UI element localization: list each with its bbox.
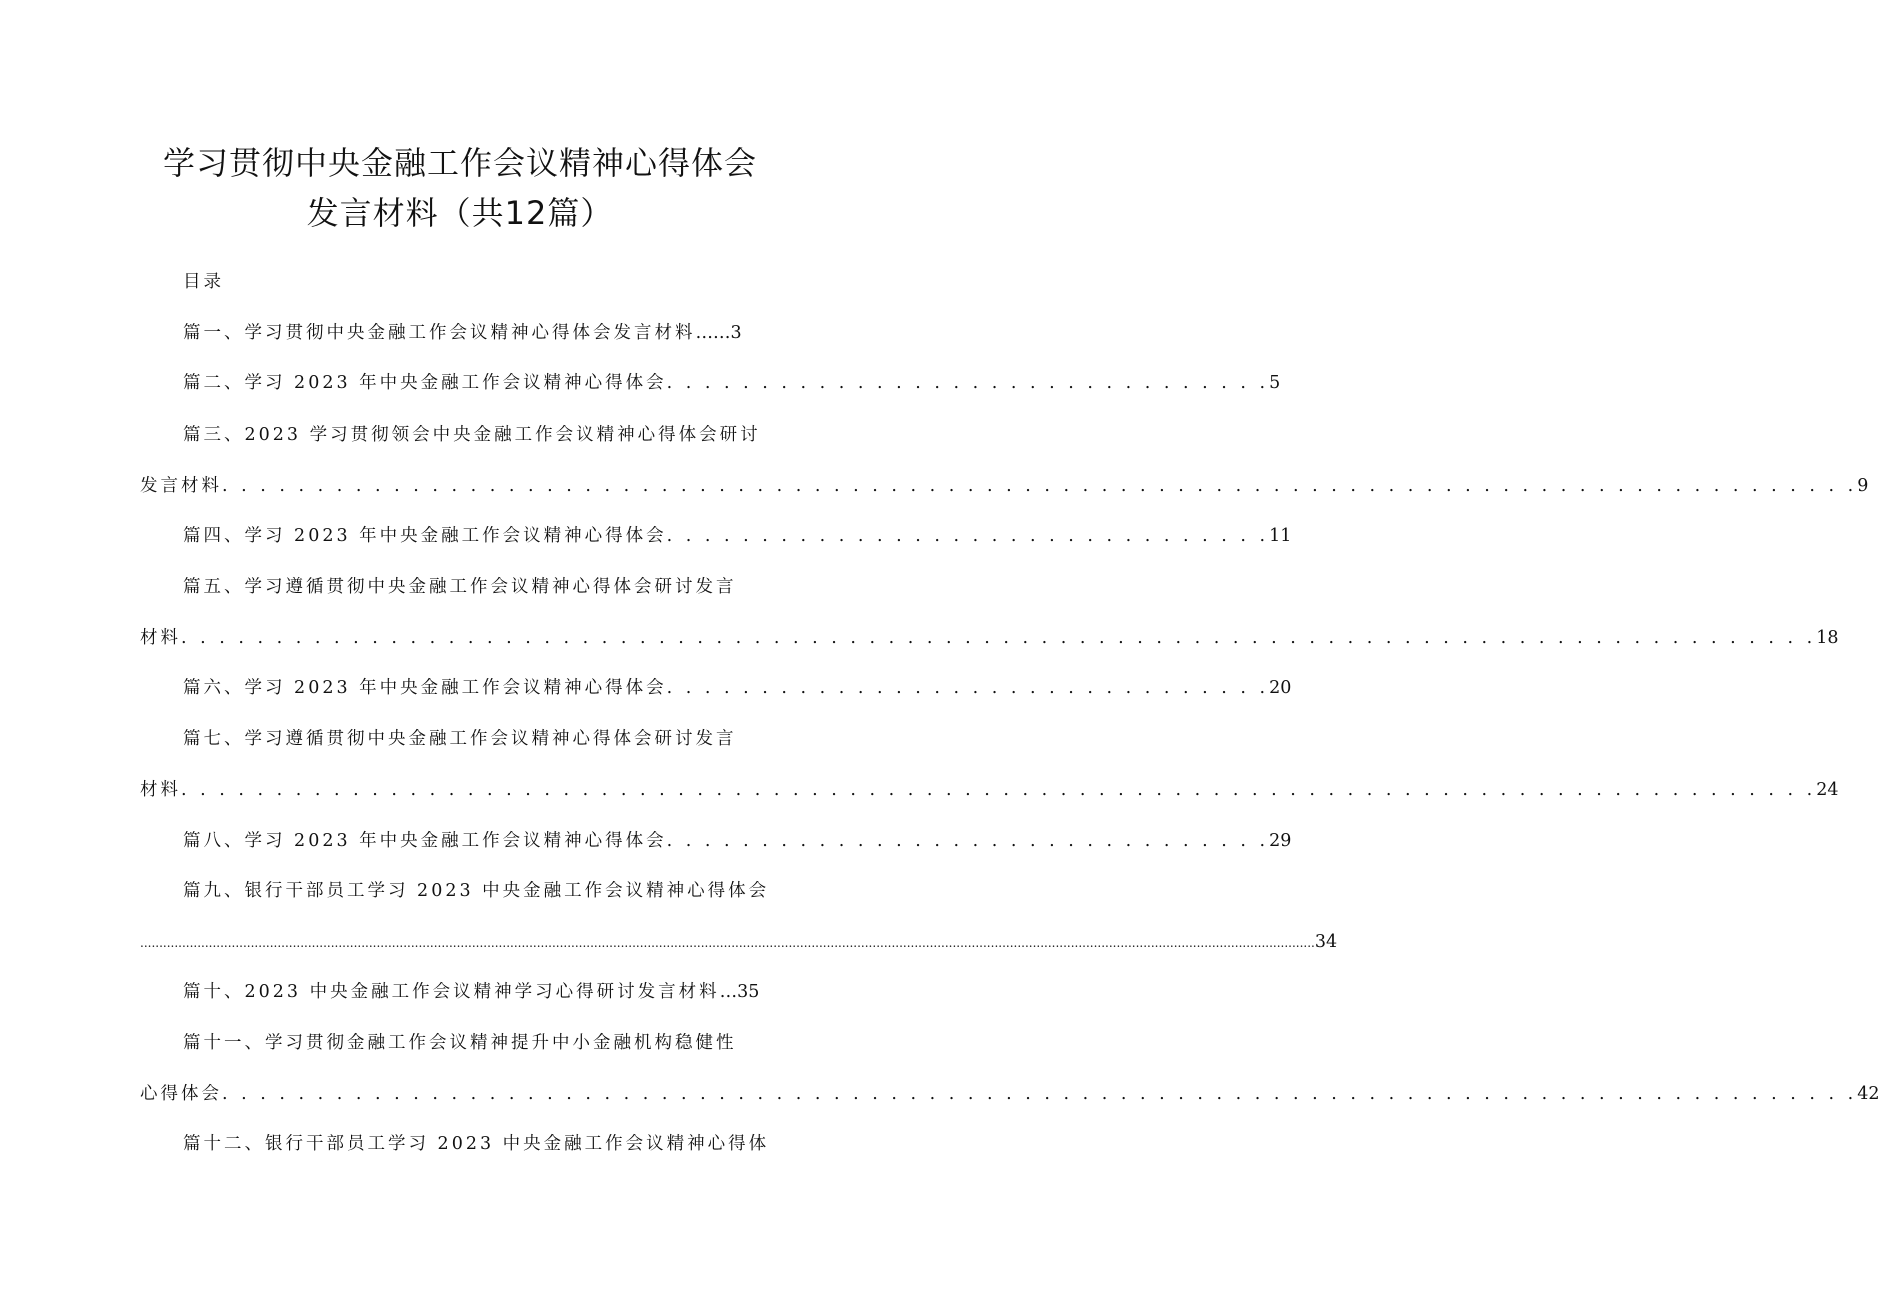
toc-entry-leader: . . . . . . . . . . . . . . . . . . . . . . . . . . . . . . . . — [666, 831, 1270, 851]
toc-entry-page: 42 — [1857, 1084, 1880, 1104]
toc-label: 目录 — [183, 272, 224, 292]
toc-entry-page: 18 — [1816, 628, 1839, 648]
toc-entry-text: 心得体会 — [140, 1084, 222, 1104]
toc-entry-text: 篇二、学习 2023 年中央金融工作会议精神心得体会 — [183, 373, 667, 393]
toc-entry-5-continuation[interactable] — [140, 623, 1839, 653]
toc-entry-11-continuation[interactable] — [140, 1079, 1880, 1109]
toc-entry-page: 35 — [737, 982, 760, 1002]
toc-entry-text: 材料 — [140, 780, 181, 800]
toc-entry-page: 9 — [1857, 476, 1869, 496]
toc-entry-text: 篇四、学习 2023 年中央金融工作会议精神心得体会 — [183, 526, 667, 546]
toc-entry-page: 29 — [1269, 831, 1292, 851]
toc-entry-text: 篇十、2023 中央金融工作会议精神学习心得研讨发言材料 — [183, 982, 720, 1002]
toc-entry-page: 34 — [1314, 932, 1338, 952]
toc-entry-leader: … — [719, 982, 738, 1002]
toc-entry-10[interactable] — [183, 977, 760, 1007]
toc-entry-1[interactable] — [183, 318, 742, 348]
toc-entry-leader: …… — [695, 323, 731, 343]
toc-entry-leader: . . . . . . . . . . . . . . . . . . . . . . . . . . . . . . . . . . . . . . . . . . . . . . . . . . . . . . . . . . . . . . . . . . . . . . . . . . . . . . . . . . . . . . — [222, 476, 1858, 496]
document-title-line-1: 学习贯彻中央金融工作会议精神心得体会 — [162, 144, 757, 182]
toc-entry-text: 材料 — [140, 628, 181, 648]
toc-entry-leader: . . . . . . . . . . . . . . . . . . . . . . . . . . . . . . . . . . . . . . . . . . . . . . . . . . . . . . . . . . . . . . . . . . . . . . . . . . . . . . . . . . . . . . — [181, 628, 1817, 648]
toc-entry-3-continuation[interactable] — [140, 471, 1869, 501]
toc-entry-4[interactable] — [183, 521, 1292, 551]
toc-entry-5[interactable]: 篇五、学习遵循贯彻中央金融工作会议精神心得体会研讨发言 — [183, 577, 737, 597]
toc-entry-12[interactable]: 篇十二、银行干部员工学习 2023 中央金融工作会议精神心得体 — [183, 1134, 770, 1154]
toc-entry-leader: . . . . . . . . . . . . . . . . . . . . . . . . . . . . . . . . . . . . . . . . . . . . . . . . . . . . . . . . . . . . . . . . . . . . . . . . . . . . . . . . . . . . . . — [222, 1084, 1858, 1104]
toc-entry-page: 5 — [1269, 373, 1281, 393]
toc-entry-9[interactable]: 篇九、银行干部员工学习 2023 中央金融工作会议精神心得体会 — [183, 881, 770, 901]
toc-entry-page: 24 — [1816, 780, 1839, 800]
toc-entry-leader: . . . . . . . . . . . . . . . . . . . . . . . . . . . . . . . . — [666, 526, 1270, 546]
toc-entry-3[interactable]: 篇三、2023 学习贯彻领会中央金融工作会议精神心得体会研讨 — [183, 425, 761, 445]
toc-entry-leader: . . . . . . . . . . . . . . . . . . . . . . . . . . . . . . . . — [666, 678, 1270, 698]
toc-entry-8[interactable] — [183, 826, 1292, 856]
toc-entry-9-continuation[interactable] — [140, 927, 1338, 957]
toc-entry-text: 发言材料 — [140, 476, 222, 496]
toc-entry-leader: .................................................................................................................................................................................................................................................................................................................... — [140, 936, 1315, 950]
toc-entry-2[interactable] — [183, 368, 1281, 398]
toc-entry-page: 3 — [730, 323, 742, 343]
toc-entry-text: 篇八、学习 2023 年中央金融工作会议精神心得体会 — [183, 831, 667, 851]
toc-entry-7[interactable]: 篇七、学习遵循贯彻中央金融工作会议精神心得体会研讨发言 — [183, 729, 737, 749]
toc-entry-11[interactable]: 篇十一、学习贯彻金融工作会议精神提升中小金融机构稳健性 — [183, 1033, 737, 1053]
document-title-line-2: 发言材料（共12篇） — [306, 194, 614, 232]
toc-entry-leader: . . . . . . . . . . . . . . . . . . . . . . . . . . . . . . . . . . . . . . . . . . . . . . . . . . . . . . . . . . . . . . . . . . . . . . . . . . . . . . . . . . . . . . — [181, 780, 1817, 800]
toc-entry-7-continuation[interactable] — [140, 775, 1839, 805]
toc-entry-6[interactable] — [183, 673, 1292, 703]
toc-entry-page: 20 — [1269, 678, 1292, 698]
toc-entry-text: 篇六、学习 2023 年中央金融工作会议精神心得体会 — [183, 678, 667, 698]
toc-entry-leader: . . . . . . . . . . . . . . . . . . . . . . . . . . . . . . . . — [666, 373, 1270, 393]
toc-entry-page: 11 — [1269, 526, 1292, 546]
toc-entry-text: 篇一、学习贯彻中央金融工作会议精神心得体会发言材料 — [183, 323, 696, 343]
